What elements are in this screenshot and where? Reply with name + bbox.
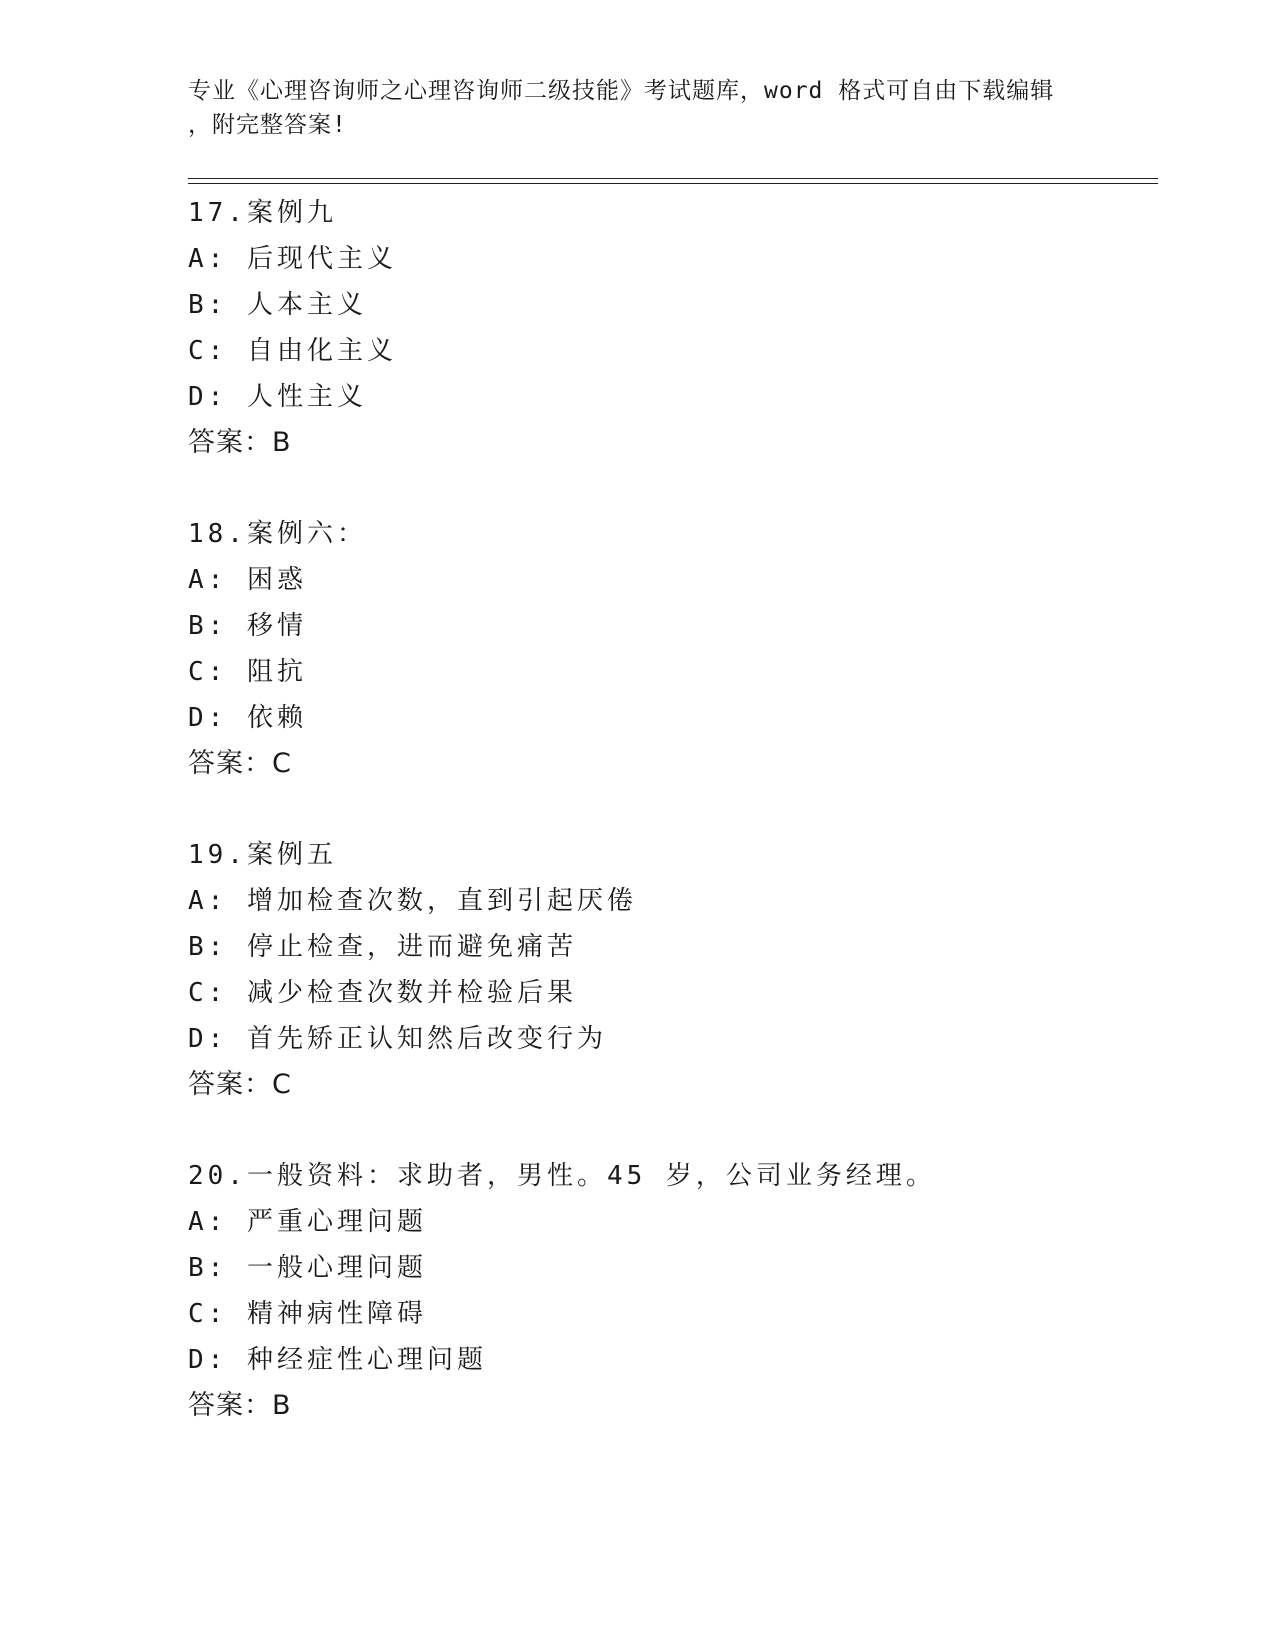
option-a: A: 严重心理问题	[188, 1207, 427, 1237]
header-line-2: ，附完整答案!	[188, 112, 347, 138]
option-b: B: 移情	[188, 611, 307, 641]
question-20	[188, 1153, 1148, 1429]
option-c: C: 阻抗	[188, 657, 307, 687]
option-d: D: 依赖	[188, 703, 307, 733]
header-divider-top	[188, 178, 1158, 179]
option-d: D: 人性主义	[188, 382, 367, 412]
question-17	[188, 190, 1148, 466]
option-a: A: 增加检查次数，直到引起厌倦	[188, 886, 637, 916]
question-list	[188, 190, 1148, 1474]
option-d: D: 种经症性心理问题	[188, 1345, 487, 1375]
option-a: A: 后现代主义	[188, 244, 397, 274]
header-divider-bottom	[188, 183, 1158, 184]
answer-line: 答案：B	[188, 1390, 292, 1421]
option-b: B: 一般心理问题	[188, 1253, 427, 1283]
question-19	[188, 832, 1148, 1108]
option-b: B: 人本主义	[188, 290, 367, 320]
option-b: B: 停止检查，进而避免痛苦	[188, 932, 577, 962]
document-header	[188, 74, 1088, 142]
option-c: C: 减少检查次数并检验后果	[188, 978, 577, 1008]
header-line-1: 专业《心理咨询师之心理咨询师二级技能》考试题库，word 格式可自由下载编辑	[188, 78, 1055, 104]
question-18	[188, 511, 1148, 787]
question-stem: 19.案例五	[188, 840, 337, 870]
question-stem: 18.案例六：	[188, 519, 367, 549]
answer-line: 答案：B	[188, 427, 292, 458]
option-c: C: 精神病性障碍	[188, 1299, 427, 1329]
answer-line: 答案：C	[188, 1069, 292, 1100]
question-stem: 20.一般资料：求助者，男性。45 岁，公司业务经理。	[188, 1161, 936, 1191]
option-d: D: 首先矫正认知然后改变行为	[188, 1024, 607, 1054]
answer-line: 答案：C	[188, 748, 292, 779]
question-stem: 17.案例九	[188, 198, 337, 228]
option-c: C: 自由化主义	[188, 336, 397, 366]
option-a: A: 困惑	[188, 565, 307, 595]
